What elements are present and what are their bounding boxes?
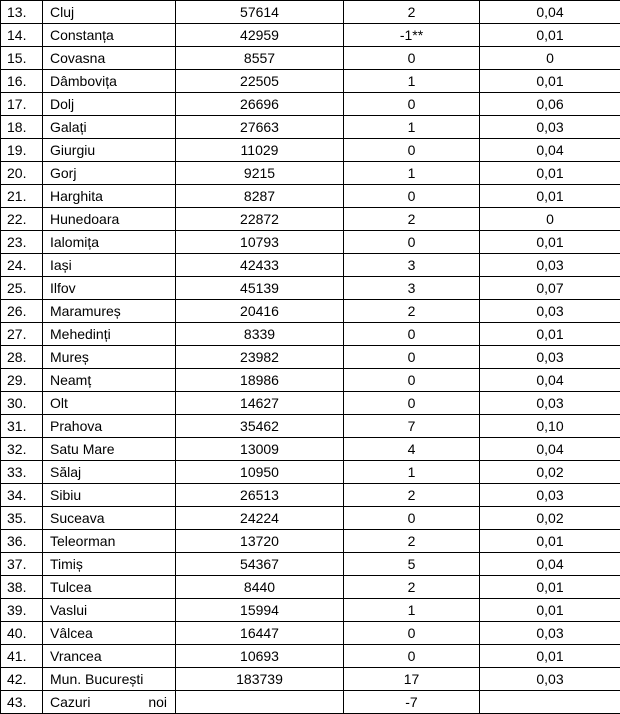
cell-new-cases: 3 [344,277,480,300]
cell-row-number: 36. [1,530,43,553]
cell-row-number: 27. [1,323,43,346]
cell-rate: 0,01 [480,24,620,47]
cell-rate: 0,04 [480,139,620,162]
cell-total: 22505 [176,70,344,93]
table-row [1,346,620,369]
cell-new-cases: 2 [344,1,480,24]
cell-county: Harghita [43,185,176,208]
cell-total: 22872 [176,208,344,231]
cell-rate: 0,03 [480,622,620,645]
cell-rate: 0,01 [480,231,620,254]
table-row [1,1,620,24]
cell-rate: 0,07 [480,277,620,300]
cell-total: 26513 [176,484,344,507]
cell-total: 45139 [176,277,344,300]
cell-new-cases: 1 [344,461,480,484]
cell-rate: 0,03 [480,116,620,139]
cell-new-cases: 0 [344,369,480,392]
cell-total: 18986 [176,369,344,392]
cell-total: 11029 [176,139,344,162]
cell-row-number: 29. [1,369,43,392]
cell-county: Vâlcea [43,622,176,645]
table-row [1,208,620,231]
cell-rate: 0,04 [480,438,620,461]
table-row [1,392,620,415]
cell-rate: 0,01 [480,599,620,622]
cell-total: 35462 [176,415,344,438]
cell-county: Satu Mare [43,438,176,461]
justified-text [50,691,167,713]
cell-county: Mureș [43,346,176,369]
table-row [1,599,620,622]
cell-total: 42433 [176,254,344,277]
cell-new-cases: 2 [344,576,480,599]
cell-new-cases: 0 [344,323,480,346]
table-row [1,254,620,277]
cell-total: 42959 [176,24,344,47]
table-row [1,231,620,254]
table-row [1,461,620,484]
cell-new-cases: 0 [344,231,480,254]
cell-row-number: 19. [1,139,43,162]
cell-total: 24224 [176,507,344,530]
cell-row-number: 22. [1,208,43,231]
cell-county [43,691,176,714]
cell-county: Giurgiu [43,139,176,162]
cell-row-number: 35. [1,507,43,530]
cell-county: Dolj [43,93,176,116]
justified-word: noi [148,694,167,710]
cell-row-number: 30. [1,392,43,415]
cell-rate: 0,03 [480,392,620,415]
table-row [1,553,620,576]
cell-county: Teleorman [43,530,176,553]
cell-rate: 0,01 [480,645,620,668]
cell-row-number: 13. [1,1,43,24]
cell-new-cases: 7 [344,415,480,438]
cell-county: Dâmbovița [43,70,176,93]
cell-total: 57614 [176,1,344,24]
cell-rate: 0,01 [480,70,620,93]
table-row [1,415,620,438]
cell-total: 183739 [176,668,344,691]
table-row [1,139,620,162]
cell-total: 8440 [176,576,344,599]
table-row [1,70,620,93]
cell-new-cases: 1 [344,70,480,93]
cell-new-cases: 0 [344,93,480,116]
cell-rate: 0,03 [480,668,620,691]
table-row [1,116,620,139]
table-body [1,1,620,714]
table-row [1,530,620,553]
cell-total: 8339 [176,323,344,346]
table-row [1,24,620,47]
cell-county: Neamț [43,369,176,392]
cell-row-number: 43. [1,691,43,714]
cell-county: Timiș [43,553,176,576]
cell-new-cases: 2 [344,530,480,553]
cell-row-number: 33. [1,461,43,484]
cell-total: 8557 [176,47,344,70]
cell-county: Ilfov [43,277,176,300]
table-row [1,369,620,392]
cell-county: Hunedoara [43,208,176,231]
cell-county: Olt [43,392,176,415]
cell-new-cases: 0 [344,346,480,369]
cell-new-cases: 1 [344,162,480,185]
table-row [1,185,620,208]
cell-total: 8287 [176,185,344,208]
cell-rate: 0,10 [480,415,620,438]
cell-rate: 0,02 [480,507,620,530]
cell-total: 20416 [176,300,344,323]
cell-rate: 0,03 [480,254,620,277]
table-row [1,162,620,185]
cell-new-cases: 2 [344,300,480,323]
table-row [1,300,620,323]
cell-row-number: 42. [1,668,43,691]
cell-new-cases: 0 [344,645,480,668]
cell-rate: 0,04 [480,369,620,392]
cell-total [176,691,344,714]
cell-total: 9215 [176,162,344,185]
cell-county: Vaslui [43,599,176,622]
cell-new-cases: 17 [344,668,480,691]
cell-county: Iași [43,254,176,277]
cell-rate: 0,01 [480,530,620,553]
cell-county: Constanța [43,24,176,47]
cell-rate: 0,01 [480,185,620,208]
cell-row-number: 31. [1,415,43,438]
cell-row-number: 34. [1,484,43,507]
cell-new-cases: 1 [344,599,480,622]
cell-county: Tulcea [43,576,176,599]
cell-new-cases: 4 [344,438,480,461]
cell-row-number: 39. [1,599,43,622]
cell-rate: 0 [480,47,620,70]
cell-county: Ialomița [43,231,176,254]
cell-new-cases: 1 [344,116,480,139]
table-row [1,576,620,599]
table-row [1,484,620,507]
cell-row-number: 38. [1,576,43,599]
cell-rate: 0,04 [480,553,620,576]
cell-rate: 0,03 [480,484,620,507]
table-row [1,622,620,645]
cell-rate: 0,01 [480,323,620,346]
cell-county: Suceava [43,507,176,530]
cell-row-number: 14. [1,24,43,47]
cell-row-number: 23. [1,231,43,254]
table-row [1,507,620,530]
cell-county: Cluj [43,1,176,24]
cell-row-number: 25. [1,277,43,300]
cell-row-number: 37. [1,553,43,576]
cell-county: Sălaj [43,461,176,484]
cell-rate: 0,01 [480,162,620,185]
cell-new-cases: 2 [344,484,480,507]
cell-rate [480,691,620,714]
cell-total: 10793 [176,231,344,254]
cell-new-cases: 0 [344,139,480,162]
justified-word: Cazuri [50,694,91,710]
cell-total: 15994 [176,599,344,622]
cell-row-number: 28. [1,346,43,369]
table-row [1,93,620,116]
table-row [1,277,620,300]
cell-new-cases: 5 [344,553,480,576]
cell-row-number: 21. [1,185,43,208]
cell-new-cases: 3 [344,254,480,277]
cell-rate: 0,02 [480,461,620,484]
cell-row-number: 41. [1,645,43,668]
cell-county: Maramureș [43,300,176,323]
cell-row-number: 40. [1,622,43,645]
cell-total: 16447 [176,622,344,645]
cell-total: 13720 [176,530,344,553]
cell-new-cases: 2 [344,208,480,231]
cell-row-number: 18. [1,116,43,139]
cell-total: 27663 [176,116,344,139]
cell-row-number: 16. [1,70,43,93]
cell-county: Covasna [43,47,176,70]
cell-new-cases: 0 [344,47,480,70]
cell-row-number: 17. [1,93,43,116]
cell-row-number: 26. [1,300,43,323]
cell-rate: 0,03 [480,300,620,323]
cell-row-number: 20. [1,162,43,185]
cell-rate: 0 [480,208,620,231]
cell-county: Mehedinți [43,323,176,346]
cell-county: Prahova [43,415,176,438]
cell-total: 10693 [176,645,344,668]
cell-total: 26696 [176,93,344,116]
cell-county: Galați [43,116,176,139]
table-row [1,691,620,714]
cell-row-number: 24. [1,254,43,277]
cell-rate: 0,06 [480,93,620,116]
cell-new-cases: 0 [344,185,480,208]
cell-total: 23982 [176,346,344,369]
cell-new-cases: -7 [344,691,480,714]
cell-new-cases: -1** [344,24,480,47]
table-row [1,47,620,70]
cell-county: Mun. București [43,668,176,691]
cell-total: 54367 [176,553,344,576]
cell-county: Sibiu [43,484,176,507]
cell-total: 14627 [176,392,344,415]
cell-rate: 0,04 [480,1,620,24]
table-row [1,668,620,691]
cell-total: 10950 [176,461,344,484]
table-row [1,438,620,461]
cell-county: Vrancea [43,645,176,668]
cell-new-cases: 0 [344,392,480,415]
cell-row-number: 15. [1,47,43,70]
cell-new-cases: 0 [344,507,480,530]
table-row [1,323,620,346]
cell-county: Gorj [43,162,176,185]
cell-new-cases: 0 [344,622,480,645]
table-row [1,645,620,668]
cell-row-number: 32. [1,438,43,461]
cell-rate: 0,01 [480,576,620,599]
cell-rate: 0,03 [480,346,620,369]
cell-total: 13009 [176,438,344,461]
